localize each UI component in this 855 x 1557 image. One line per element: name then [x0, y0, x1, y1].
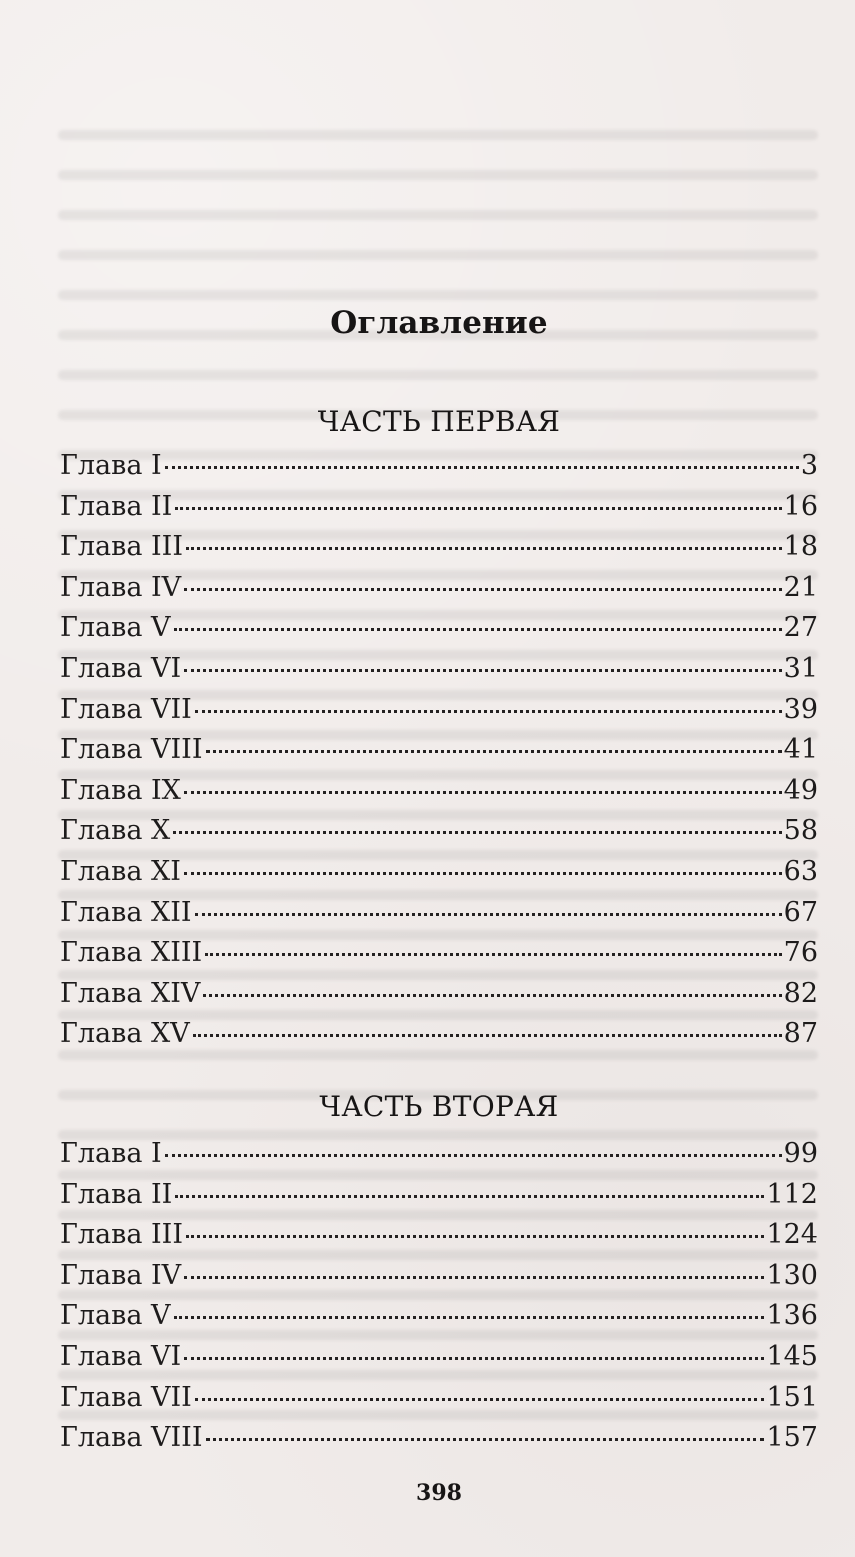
dot-leader: [195, 1398, 765, 1401]
show-through-line: [58, 170, 818, 180]
dot-leader: [173, 831, 781, 834]
dot-leader: [184, 669, 781, 672]
dot-leader: [195, 710, 782, 713]
chapter-page-number: 136: [766, 1300, 818, 1332]
toc-entry: [60, 1337, 818, 1378]
chapter-page-number: 18: [783, 531, 818, 563]
dot-leader: [175, 1195, 764, 1198]
toc-entry: [60, 852, 818, 893]
page-title: Оглавление: [330, 305, 548, 341]
show-through-line: [58, 370, 818, 380]
dot-leader: [174, 1316, 765, 1319]
chapter-page-number: 157: [766, 1422, 818, 1454]
chapter-page-number: 27: [783, 612, 818, 644]
toc-entry: [60, 690, 818, 731]
chapter-page-number: 3: [800, 450, 818, 481]
chapter-title: Глава XV: [60, 1018, 190, 1050]
toc-entry: [60, 487, 818, 528]
toc-entry: [60, 771, 818, 812]
chapter-title: Глава V: [60, 612, 171, 644]
toc-entry: [60, 1256, 818, 1297]
chapter-page-number: 87: [783, 1018, 818, 1050]
chapter-page-number: 16: [783, 490, 818, 522]
chapter-page-number: 31: [783, 652, 818, 684]
chapter-title: Глава III: [60, 531, 184, 563]
chapter-title: Глава I: [60, 450, 162, 481]
dot-leader: [205, 953, 781, 956]
dot-leader: [184, 1357, 764, 1360]
chapter-page-number: 21: [783, 571, 818, 603]
show-through-line: [58, 290, 818, 300]
chapter-page-number: 82: [783, 977, 818, 1009]
part-heading-first: ЧАСТЬ ПЕРВАЯ: [317, 405, 561, 438]
toc-entry: [60, 730, 818, 771]
dot-leader: [186, 1235, 764, 1238]
dot-leader: [195, 913, 782, 916]
show-through-line: [58, 250, 818, 260]
dot-leader: [193, 1034, 782, 1037]
toc-entry: [60, 1215, 818, 1256]
page-number: 398: [416, 1480, 462, 1506]
chapter-title: Глава VI: [60, 1340, 182, 1372]
chapter-title: Глава II: [60, 490, 173, 522]
dot-leader: [175, 507, 781, 510]
chapter-page-number: 39: [783, 693, 818, 725]
chapter-page-number: 130: [766, 1259, 818, 1291]
chapter-title: Глава III: [60, 1219, 184, 1251]
dot-leader: [174, 628, 782, 631]
toc-entry: [60, 446, 818, 487]
chapter-title: Глава II: [60, 1178, 173, 1210]
toc-entry: [60, 1378, 818, 1419]
chapter-title: Глава XIII: [60, 937, 203, 969]
toc-entry: [60, 527, 818, 568]
show-through-line: [58, 130, 818, 140]
dot-leader: [165, 1154, 782, 1157]
dot-leader: [165, 466, 799, 469]
dot-leader: [184, 791, 782, 794]
chapter-page-number: 124: [766, 1219, 818, 1251]
chapter-title: Глава X: [60, 815, 171, 847]
toc-entry: [60, 811, 818, 852]
show-through-line: [58, 210, 818, 220]
chapter-title: Глава IV: [60, 1259, 182, 1291]
part-one-chapter-list: [60, 446, 818, 1055]
part-heading-second: ЧАСТЬ ВТОРАЯ: [319, 1090, 559, 1123]
toc-entry: [60, 608, 818, 649]
dot-leader: [186, 547, 782, 550]
chapter-title: Глава VI: [60, 652, 182, 684]
chapter-title: Глава VIII: [60, 1422, 203, 1454]
chapter-page-number: 151: [766, 1381, 818, 1413]
dot-leader: [203, 994, 781, 997]
chapter-page-number: 41: [783, 734, 818, 766]
chapter-page-number: 76: [783, 937, 818, 969]
chapter-page-number: 58: [783, 815, 818, 847]
chapter-title: Глава IX: [60, 774, 181, 806]
chapter-title: Глава XII: [60, 896, 192, 928]
dot-leader: [206, 1438, 765, 1441]
chapter-page-number: 99: [783, 1138, 818, 1169]
chapter-page-number: 145: [766, 1340, 818, 1372]
chapter-title: Глава IV: [60, 571, 182, 603]
toc-entry: [60, 1296, 818, 1337]
chapter-page-number: 112: [766, 1178, 818, 1210]
toc-entry: [60, 893, 818, 934]
toc-entry: [60, 1014, 818, 1055]
dot-leader: [206, 750, 782, 753]
chapter-page-number: 63: [783, 855, 818, 887]
chapter-title: Глава V: [60, 1300, 171, 1332]
toc-entry: [60, 1134, 818, 1175]
toc-entry: [60, 1418, 818, 1459]
chapter-title: Глава I: [60, 1138, 162, 1169]
dot-leader: [184, 588, 781, 591]
chapter-title: Глава XIV: [60, 977, 201, 1009]
toc-entry: [60, 649, 818, 690]
chapter-title: Глава VIII: [60, 734, 203, 766]
toc-entry: [60, 974, 818, 1015]
toc-entry: [60, 568, 818, 609]
chapter-title: Глава XI: [60, 855, 181, 887]
part-two-chapter-list: [60, 1134, 818, 1459]
dot-leader: [184, 872, 782, 875]
chapter-page-number: 67: [783, 896, 818, 928]
toc-entry: [60, 933, 818, 974]
chapter-title: Глава VII: [60, 1381, 192, 1413]
chapter-page-number: 49: [783, 774, 818, 806]
toc-entry: [60, 1175, 818, 1216]
chapter-title: Глава VII: [60, 693, 192, 725]
dot-leader: [184, 1276, 764, 1279]
